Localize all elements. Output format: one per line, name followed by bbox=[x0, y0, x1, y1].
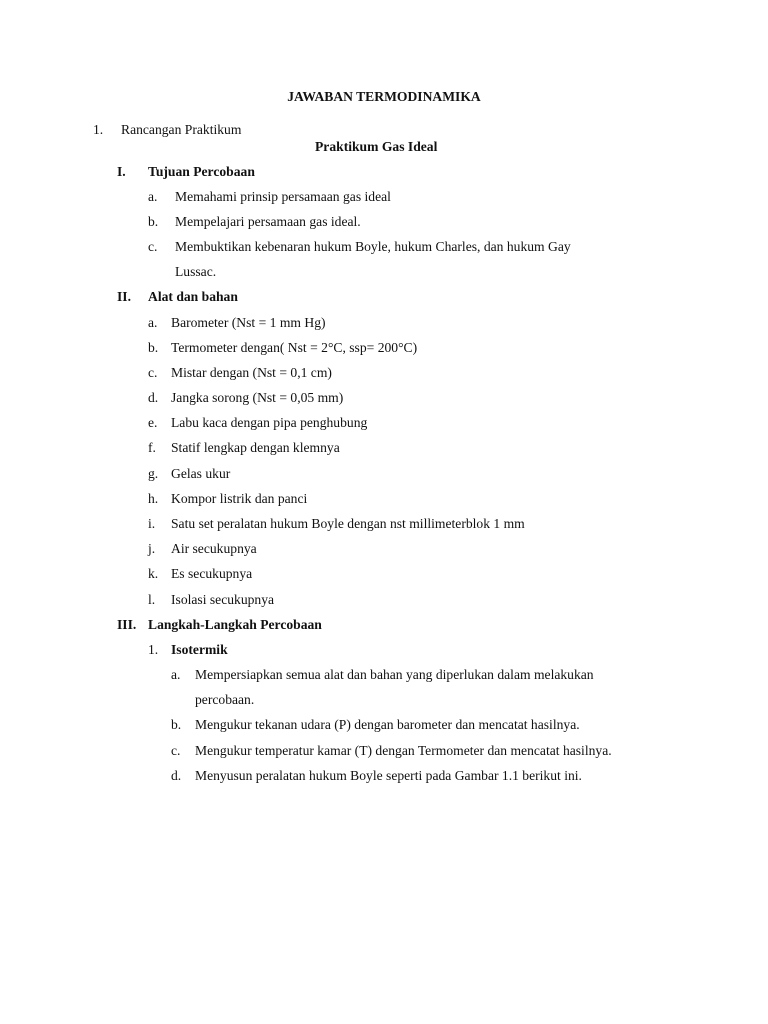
section-heading: Langkah-Langkah Percobaan bbox=[148, 617, 322, 632]
list-item: Mempersiapkan semua alat dan bahan yang diperlukan dalam melakukan bbox=[195, 667, 594, 682]
list-marker: c. bbox=[148, 365, 158, 380]
list-marker: b. bbox=[171, 717, 182, 732]
section-numeral: II. bbox=[117, 289, 131, 304]
list-marker: f. bbox=[148, 440, 156, 455]
list-item-continuation: Lussac. bbox=[175, 264, 217, 279]
list-marker: e. bbox=[148, 415, 158, 430]
list-marker: i. bbox=[148, 516, 156, 531]
list-item: Termometer dengan( Nst = 2°C, ssp= 200°C) bbox=[171, 340, 418, 355]
list-item: Statif lengkap dengan klemnya bbox=[171, 440, 340, 455]
list-marker: a. bbox=[148, 189, 158, 204]
list-item: Air secukupnya bbox=[171, 541, 257, 556]
list-marker: c. bbox=[171, 743, 181, 758]
subsection-number: 1. bbox=[148, 642, 159, 657]
list-item: Jangka sorong (Nst = 0,05 mm) bbox=[171, 390, 344, 405]
list-marker: a. bbox=[148, 315, 158, 330]
list-marker: l. bbox=[148, 592, 156, 607]
list-marker: h. bbox=[148, 491, 159, 506]
list-marker: j. bbox=[148, 541, 156, 556]
list-item: Membuktikan kebenaran hukum Boyle, hukum Charles, dan hukum Gay bbox=[175, 239, 571, 254]
list-item: Satu set peralatan hukum Boyle dengan nst millimeterblok 1 mm bbox=[171, 516, 525, 531]
list-item: Mistar dengan (Nst = 0,1 cm) bbox=[171, 365, 332, 380]
item-number: 1. bbox=[93, 122, 104, 137]
section-heading: Alat dan bahan bbox=[148, 289, 238, 304]
list-marker: a. bbox=[171, 667, 181, 682]
list-marker: g. bbox=[148, 466, 159, 481]
list-item: Kompor listrik dan panci bbox=[171, 491, 308, 506]
practicum-subtitle: Praktikum Gas Ideal bbox=[315, 139, 438, 154]
list-item: Memahami prinsip persamaan gas ideal bbox=[175, 189, 391, 204]
section-numeral: I. bbox=[117, 164, 126, 179]
list-marker: k. bbox=[148, 566, 159, 581]
list-item: Mengukur tekanan udara (P) dengan barometer dan mencatat hasilnya. bbox=[195, 717, 580, 732]
section-numeral: III. bbox=[117, 617, 137, 632]
list-item: Menyusun peralatan hukum Boyle seperti pada Gambar 1.1 berikut ini. bbox=[195, 768, 582, 783]
section-heading: Tujuan Percobaan bbox=[148, 164, 255, 179]
list-item: Barometer (Nst = 1 mm Hg) bbox=[171, 315, 326, 330]
list-item: Es secukupnya bbox=[171, 566, 253, 581]
list-marker: b. bbox=[148, 340, 159, 355]
list-item: Mempelajari persamaan gas ideal. bbox=[175, 214, 361, 229]
list-marker: b. bbox=[148, 214, 159, 229]
list-marker: c. bbox=[148, 239, 158, 254]
item-label: Rancangan Praktikum bbox=[121, 122, 242, 137]
document-title: JAWABAN TERMODINAMIKA bbox=[287, 89, 481, 104]
list-item: Isolasi secukupnya bbox=[171, 592, 275, 607]
list-item: Mengukur temperatur kamar (T) dengan Termometer dan mencatat hasilnya. bbox=[195, 743, 612, 758]
list-marker: d. bbox=[171, 768, 182, 783]
list-item: Gelas ukur bbox=[171, 466, 231, 481]
list-item: Labu kaca dengan pipa penghubung bbox=[171, 415, 368, 430]
subsection-heading: Isotermik bbox=[171, 642, 228, 657]
list-item-continuation: percobaan. bbox=[195, 692, 255, 707]
list-marker: d. bbox=[148, 390, 159, 405]
